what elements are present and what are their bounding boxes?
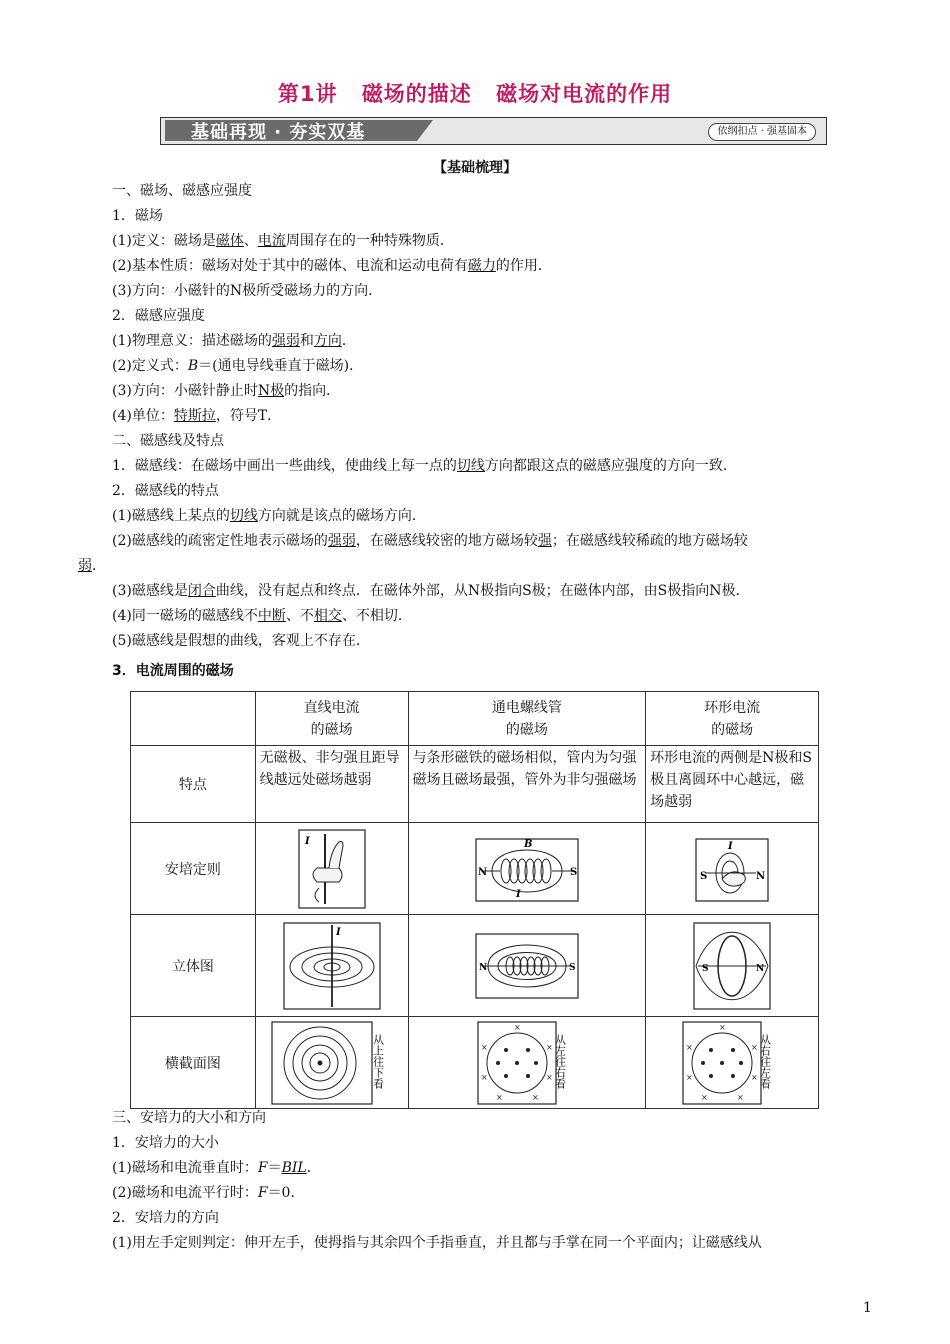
text-line xyxy=(112,581,750,601)
text: (1)定义：磁场是 xyxy=(112,233,216,249)
text: (1)物理意义：描述磁场的 xyxy=(112,333,272,349)
s-pole-label: S xyxy=(569,866,578,878)
column-header-solenoid xyxy=(408,692,646,746)
text: ；在磁感线较稀疏的地方磁场较 xyxy=(551,533,748,549)
sub-heading: 1．安培力的大小 xyxy=(112,1135,219,1151)
n-pole-label: N xyxy=(756,870,766,882)
underlined-answer: 电流 xyxy=(257,233,286,249)
view-direction-label: 从上往下看 xyxy=(371,1033,385,1089)
section-banner xyxy=(160,117,827,145)
straight-wire-cross-section-figure xyxy=(270,1020,394,1106)
underlined-answer: 磁力 xyxy=(467,258,496,274)
field-label: B xyxy=(523,838,533,850)
subtitle: 【基础梳理】 xyxy=(433,160,517,176)
n-pole-label: N xyxy=(756,963,765,974)
header-text: 的磁场 xyxy=(711,721,754,738)
loop-right-hand-figure xyxy=(692,833,772,905)
underlined-answer: 强弱 xyxy=(271,333,300,349)
svg-text:×: × xyxy=(719,1022,726,1032)
section-heading: 二、磁感线及特点 xyxy=(112,433,224,449)
text: (2)磁场和电流平行时： xyxy=(112,1185,258,1201)
header-text: 直线电流 xyxy=(303,699,360,716)
sub-heading: 1．磁场 xyxy=(112,208,163,224)
underlined-answer: BIL xyxy=(281,1160,307,1176)
view-direction-label: 从右往左看 xyxy=(758,1033,772,1089)
table-header-row xyxy=(131,692,819,746)
text: (2)定义式： xyxy=(112,358,188,374)
text: ，符号T． xyxy=(215,408,282,424)
text: (4)同一磁场的磁感线不 xyxy=(112,608,258,624)
svg-text:×: × xyxy=(686,1072,693,1082)
figure-cell xyxy=(646,823,819,915)
figure-cell xyxy=(408,915,646,1017)
page-number: 1 xyxy=(863,1300,872,1316)
title-lesson: 第1讲 xyxy=(277,82,338,106)
svg-text:×: × xyxy=(495,1092,503,1102)
current-label: I xyxy=(304,835,310,847)
text: ． xyxy=(306,1160,321,1176)
feature-cell: 环形电流的两侧是N极和S极且离圆环中心越远，磁场越弱 xyxy=(646,746,819,823)
feature-cell: 无磁极、非匀强且距导线越远处磁场越弱 xyxy=(255,746,408,823)
text: (1)磁场和电流垂直时： xyxy=(112,1160,258,1176)
header-text: 通电螺线管 xyxy=(491,699,562,716)
figure-cell xyxy=(255,915,408,1017)
table-row xyxy=(131,823,819,915)
current-label: I xyxy=(335,926,341,938)
text-line xyxy=(112,456,737,476)
header-text: 环形电流 xyxy=(704,699,761,716)
text: (1)磁感线上某点的 xyxy=(112,508,230,524)
text-line xyxy=(112,506,426,526)
underlined-answer: 切线 xyxy=(456,458,485,474)
title-topic-2: 磁场对电流的作用 xyxy=(496,82,673,106)
solenoid-right-hand-figure xyxy=(472,833,582,905)
svg-text:×: × xyxy=(751,1042,758,1052)
text: 的指向． xyxy=(284,383,341,399)
text: 的作用． xyxy=(495,258,552,274)
header-text: 的磁场 xyxy=(505,721,548,738)
text: 方向都跟这点的磁感应强度的方向一致． xyxy=(484,458,737,474)
figure-cell xyxy=(255,823,408,915)
text: 方向就是该点的磁场方向． xyxy=(257,508,426,524)
svg-text:×: × xyxy=(737,1092,744,1102)
text-line xyxy=(112,331,356,351)
straight-wire-3d-figure xyxy=(282,921,382,1011)
text-line xyxy=(112,356,363,376)
row-header: 横截面图 xyxy=(131,1017,256,1109)
text: (4)单位： xyxy=(112,408,174,424)
svg-text:×: × xyxy=(480,1072,488,1082)
loop-cross-section-figure xyxy=(681,1020,783,1106)
s-pole-label: S xyxy=(568,962,576,973)
section-heading: 一、磁场、磁感应强度 xyxy=(112,183,252,199)
underlined-answer: 强 xyxy=(537,533,552,549)
magnetic-field-table xyxy=(130,691,819,1109)
svg-text:×: × xyxy=(480,1042,488,1052)
svg-text:×: × xyxy=(751,1072,758,1082)
n-pole-label: N xyxy=(478,962,488,973)
figure-cell xyxy=(646,915,819,1017)
underlined-answer: 方向 xyxy=(313,333,342,349)
underlined-answer: 中断 xyxy=(257,608,286,624)
current-label: I xyxy=(728,840,733,852)
s-pole-label: S xyxy=(702,963,709,974)
underlined-answer: 相交 xyxy=(313,608,342,624)
text: ，在磁感线较密的地方磁场较 xyxy=(355,533,538,549)
table-corner-cell xyxy=(131,692,256,746)
table-row xyxy=(131,1017,819,1109)
text: 、不 xyxy=(285,608,314,624)
text: (3)方向：小磁针静止时 xyxy=(112,383,258,399)
underlined-answer: N极 xyxy=(257,383,285,399)
text: (3)磁感线是 xyxy=(112,583,188,599)
svg-text:×: × xyxy=(701,1092,708,1102)
text: ＝0． xyxy=(267,1185,305,1201)
symbol: F xyxy=(257,1185,268,1201)
svg-text:×: × xyxy=(686,1042,693,1052)
sub-heading: 3．电流周围的磁场 xyxy=(112,663,234,679)
text-line: (3)方向：小磁针的N极所受磁场力的方向． xyxy=(112,283,383,299)
text: 和 xyxy=(299,333,314,349)
sub-heading: 2．磁感应强度 xyxy=(112,308,205,324)
figure-cell xyxy=(646,1017,819,1109)
svg-text:×: × xyxy=(545,1072,553,1082)
solenoid-cross-section-figure xyxy=(476,1020,578,1106)
underlined-answer: 闭合 xyxy=(187,583,216,599)
text-line xyxy=(112,1183,304,1203)
text: ． xyxy=(92,558,106,574)
row-header: 特点 xyxy=(131,746,256,823)
sub-heading: 2．安培力的方向 xyxy=(112,1210,219,1226)
symbol: F xyxy=(257,1160,268,1176)
figure-cell xyxy=(408,1017,646,1109)
svg-text:×: × xyxy=(545,1042,553,1052)
table-row xyxy=(131,915,819,1017)
banner-right-badge: 依纲扣点 · 强基固本 xyxy=(708,123,816,141)
text: 、不相切． xyxy=(341,608,412,624)
row-header: 立体图 xyxy=(131,915,256,1017)
feature-cell: 与条形磁铁的磁场相似，管内为匀强磁场且磁场最强，管外为非匀强磁场 xyxy=(408,746,646,823)
page-title xyxy=(0,78,950,108)
text-line xyxy=(78,556,106,576)
figure-cell xyxy=(408,823,646,915)
n-pole-label: N xyxy=(477,866,487,878)
text: 、 xyxy=(243,233,258,249)
title-topic-1: 磁场的描述 xyxy=(361,82,472,106)
symbol: B xyxy=(187,358,199,374)
s-pole-label: S xyxy=(700,870,708,882)
text: (2)基本性质：磁场对处于其中的磁体、电流和运动电荷有 xyxy=(112,258,468,274)
figure-cell xyxy=(255,1017,408,1109)
loop-3d-figure xyxy=(692,921,772,1011)
column-header-straight xyxy=(255,692,408,746)
text: (2)磁感线的疏密定性地表示磁场的 xyxy=(112,533,328,549)
table-row xyxy=(131,746,819,823)
text-line xyxy=(112,1158,321,1178)
banner-left-text: 基础再现 · 夯实双基 xyxy=(191,122,366,143)
text: ＝ xyxy=(267,1160,282,1176)
text: 曲线，没有起点和终点．在磁体外部，从N极指向S极；在磁体内部，由S极指向N极． xyxy=(215,583,750,599)
column-header-loop xyxy=(646,692,819,746)
text-line: (1)用左手定则判定：伸开左手，使拇指与其余四个手指垂直，并且都与手掌在同一个平面内；让磁感线从 xyxy=(112,1235,762,1251)
svg-text:×: × xyxy=(513,1022,521,1032)
text-line xyxy=(112,606,412,626)
straight-wire-right-hand-figure xyxy=(297,828,367,910)
header-text: 的磁场 xyxy=(310,721,353,738)
text: 1．磁感线：在磁场中画出一些曲线，使曲线上每一点的 xyxy=(112,458,457,474)
section-heading: 三、安培力的大小和方向 xyxy=(112,1110,266,1126)
row-header: 安培定则 xyxy=(131,823,256,915)
view-direction-label: 从左往右看 xyxy=(553,1033,567,1089)
text: 周围存在的一种特殊物质． xyxy=(285,233,454,249)
underlined-answer: 特斯拉 xyxy=(173,408,216,424)
current-label: I xyxy=(515,888,521,900)
text-line xyxy=(112,256,552,276)
underlined-answer: 切线 xyxy=(229,508,258,524)
text: ． xyxy=(341,333,356,349)
underlined-answer: 强弱 xyxy=(327,533,356,549)
sub-heading: 2．磁感线的特点 xyxy=(112,483,219,499)
text-line: (5)磁感线是假想的曲线，客观上不存在． xyxy=(112,633,370,649)
underlined-answer: 弱 xyxy=(78,558,92,574)
svg-text:×: × xyxy=(531,1092,539,1102)
text-line xyxy=(112,531,748,551)
text-line xyxy=(112,406,281,426)
text: ＝(通电导线垂直于磁场)． xyxy=(198,358,364,374)
text-line xyxy=(112,231,454,251)
underlined-answer: 磁体 xyxy=(215,233,244,249)
solenoid-3d-figure xyxy=(474,930,580,1002)
text-line xyxy=(112,381,340,401)
